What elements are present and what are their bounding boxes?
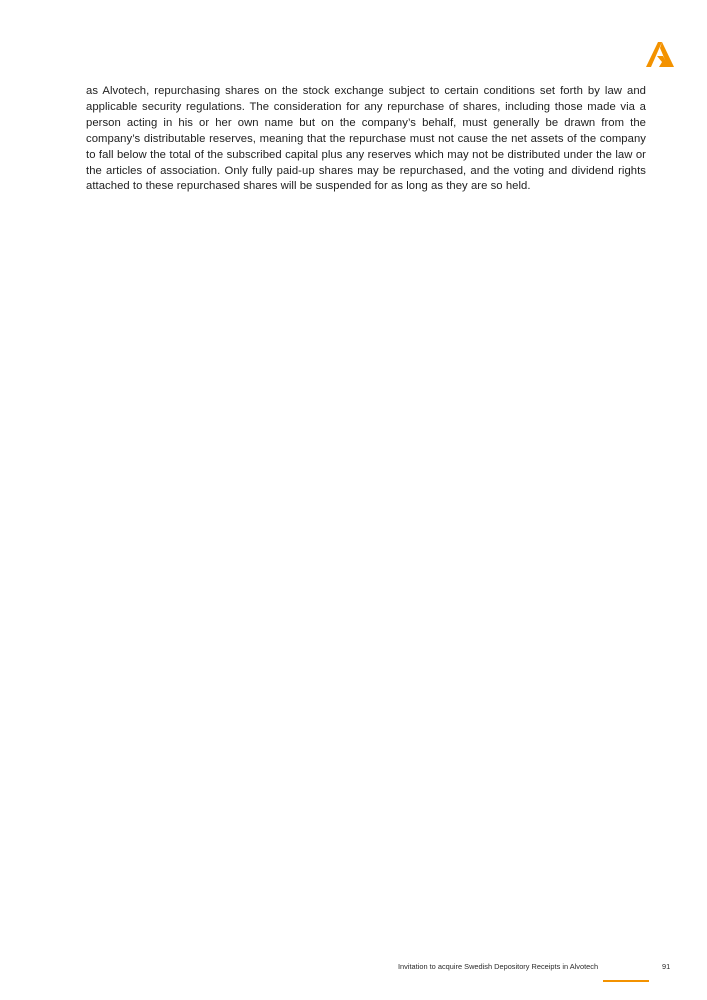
footer-document-title: Invitation to acquire Swedish Depository Receipts in Alvotech <box>398 962 599 971</box>
footer-accent-bar <box>603 980 649 982</box>
page-number: 91 <box>662 962 671 971</box>
alvotech-logo-icon <box>646 42 674 67</box>
body-paragraph: as Alvotech, repurchasing shares on the stock exchange subject to certain conditions set forth by law and applicable security regulations. The consideration for any repurchase of shares, including those made via a person acting in his or her own name but on the company’s behalf, must generally be drawn from the company’s distributable reserves, meaning that the repurchase must not cause the net assets of the company to fall below the total of the subscribed capital plus any reserves which may not be distributed under the law or the articles of association. Only fully paid-up shares may be repurchased, and the voting and dividend rights attached to these repurchased shares will be suspended for as long as they are so held. <box>86 85 646 193</box>
